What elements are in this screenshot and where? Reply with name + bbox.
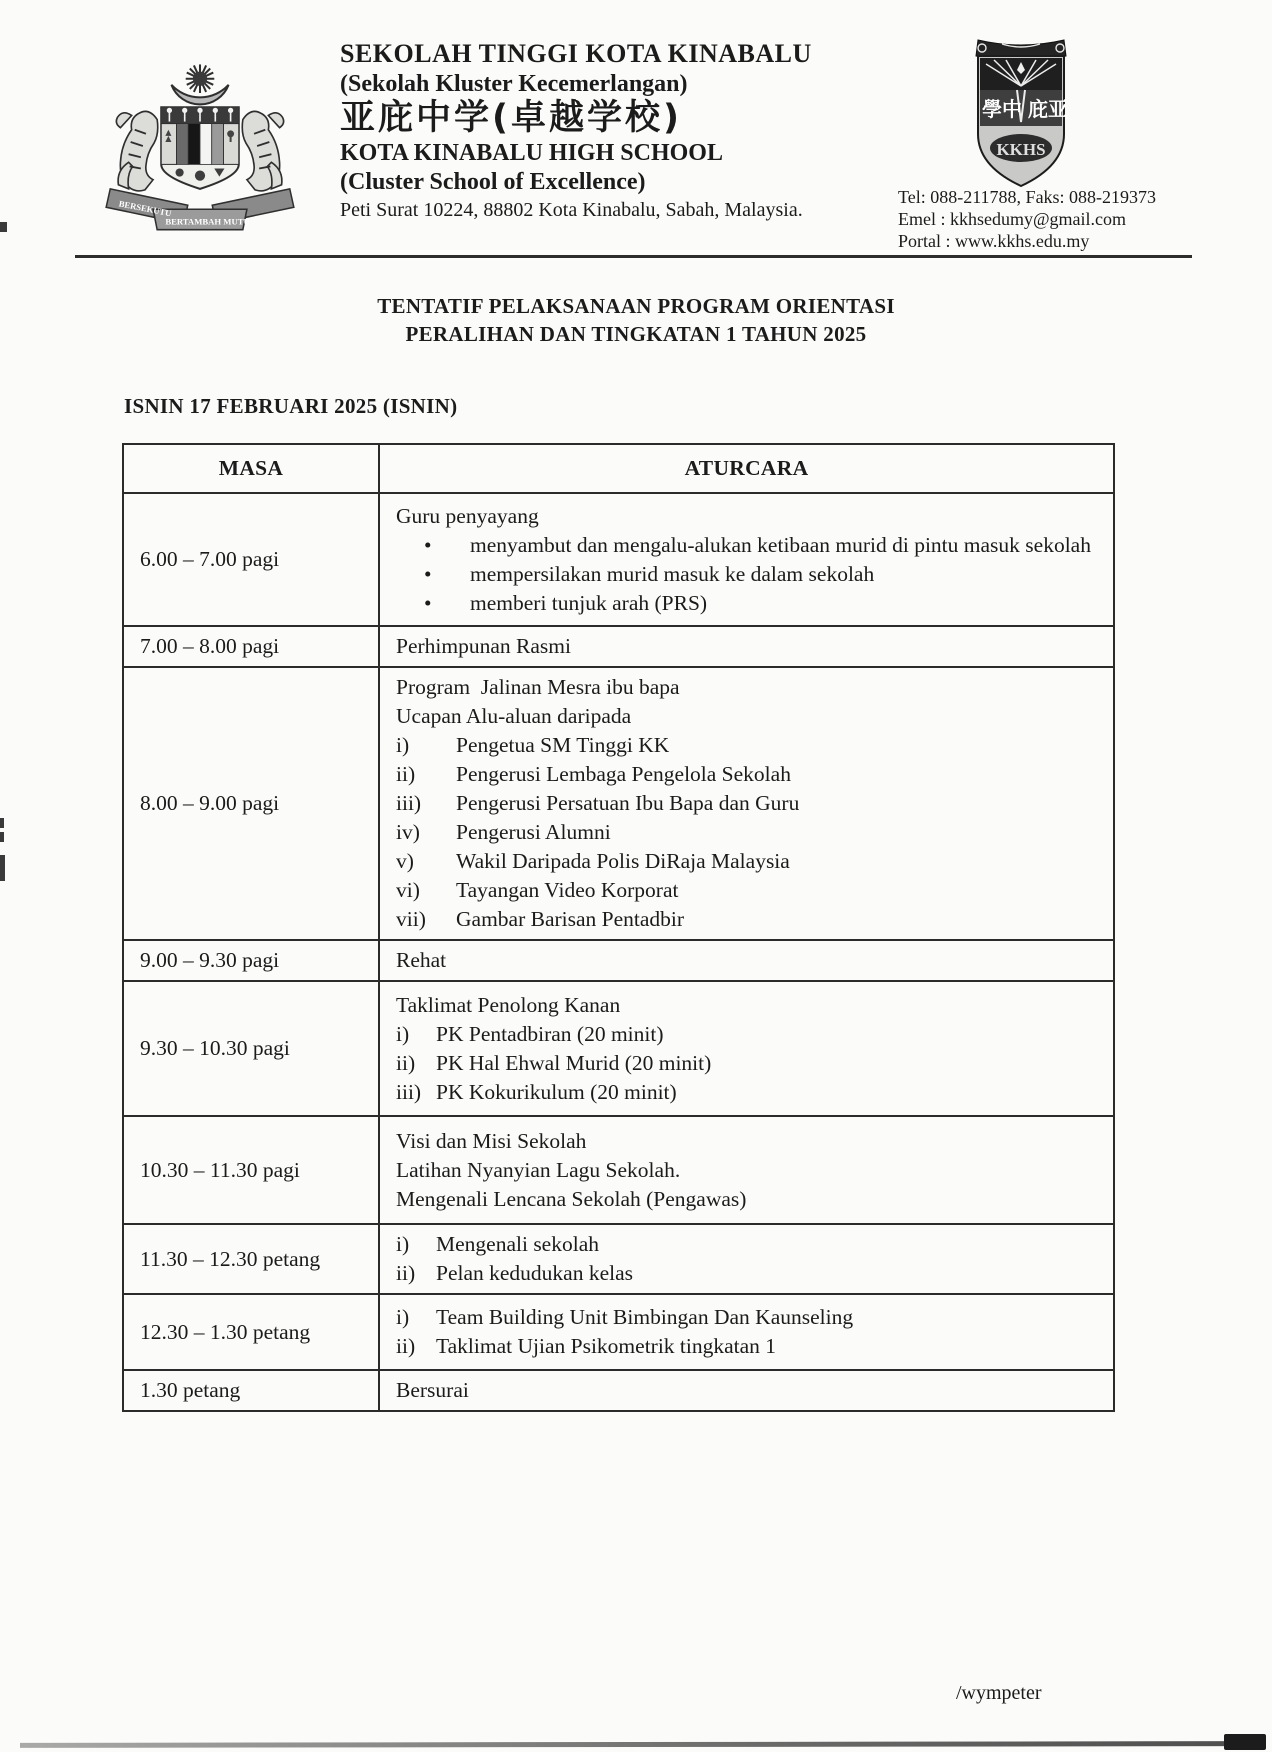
table-row [123,940,1114,981]
agenda-item-text: Pelan kedudukan kelas [436,1261,634,1285]
bullet-marker: • [424,561,432,586]
agenda-list-item [396,789,1101,818]
roman-marker: vi) [396,878,420,902]
roman-marker: i) [396,1305,410,1329]
agenda-list-item [396,847,1101,876]
agenda-item-text: Taklimat Ujian Psikometrik tingkatan 1 [436,1334,777,1358]
roman-marker: ii) [396,1261,416,1285]
agenda-cell [379,1116,1114,1224]
footer-reference: /wympeter [956,1682,1042,1704]
table-row [123,1294,1114,1370]
agenda-text-line: Mengenali Lencana Sekolah (Pengawas) [396,1186,747,1211]
roman-marker: i) [396,733,410,757]
school-name-chinese: 亚庇中学(卓越学校) [340,97,682,138]
agenda-item-text: Pengetua SM Tinggi KK [456,733,670,757]
coat-motto-right: BERTAMBAH MUTU [165,216,250,227]
agenda-cell [379,626,1114,667]
roman-marker: i) [396,1232,410,1256]
schedule-table [122,443,1115,1412]
agenda-item-text: Pengerusi Persatuan Ibu Bapa dan Guru [456,791,800,815]
school-name-english: KOTA KINABALU HIGH SCHOOL [340,139,723,166]
contact-block [898,186,1208,252]
roman-marker: iii) [396,791,422,815]
table-row [123,667,1114,940]
table-row [123,626,1114,667]
agenda-text-line: Rehat [396,948,447,972]
date-heading: ISNIN 17 FEBRUARI 2025 (ISNIN) [124,394,458,418]
roman-marker: v) [396,849,414,873]
column-header-aturcara: ATURCARA [379,444,1114,493]
agenda-list-item [396,1020,1101,1049]
time-cell: 9.00 – 9.30 pagi [123,940,379,981]
coat-motto-left: BERSEKUTU [118,198,173,219]
agenda-list-item [396,876,1101,905]
document-title-line2: PERALIHAN DAN TINGKATAN 1 TAHUN 2025 [405,322,867,346]
agenda-item-text: Mengenali sekolah [436,1232,599,1256]
table-row [123,1370,1114,1411]
agenda-text-line: Perhimpunan Rasmi [396,634,571,658]
agenda-item-text: menyambut dan mengalu-alukan ketibaan murid di pintu masuk sekolah [470,532,1091,557]
time-cell: 1.30 petang [123,1370,379,1411]
time-cell: 10.30 – 11.30 pagi [123,1116,379,1224]
contact-tel: Tel: 088-211788, Faks: 088-219373 [898,187,1157,207]
roman-marker: ii) [396,1334,416,1358]
agenda-text-line: Visi dan Misi Sekolah [396,1128,587,1153]
agenda-item-text: Gambar Barisan Pentadbir [456,907,685,931]
document-title [0,292,1272,348]
agenda-list-item [396,1078,1101,1107]
agenda-list-item [396,818,1101,847]
bullet-marker: • [424,590,432,615]
agenda-cell [379,940,1114,981]
agenda-list-item [396,1049,1101,1078]
agenda-item-text: Tayangan Video Korporat [456,878,679,902]
school-crest-image [972,38,1070,188]
agenda-list-item [396,531,1101,560]
agenda-text-line: Guru penyayang [396,503,539,528]
school-name-malay: SEKOLAH TINGGI KOTA KINABALU [340,39,812,68]
crest-acronym: KKHS [996,140,1046,159]
roman-marker: iv) [396,820,420,844]
document-title-line1: TENTATIF PELAKSANAAN PROGRAM ORIENTASI [377,294,895,318]
bullet-marker: • [424,532,432,557]
agenda-item-text: memberi tunjuk arah (PRS) [470,590,708,615]
agenda-cell [379,981,1114,1116]
agenda-text-line: Latihan Nyanyian Lagu Sekolah. [396,1157,681,1182]
time-cell: 8.00 – 9.00 pagi [123,667,379,940]
agenda-item-text: Team Building Unit Bimbingan Dan Kaunseling [436,1305,854,1329]
scan-artifact [0,222,7,232]
agenda-list-item [396,731,1101,760]
scan-artifact [0,855,5,881]
school-address: Peti Surat 10224, 88802 Kota Kinabalu, Sabah, Malaysia. [340,198,803,221]
roman-marker: vii) [396,907,426,931]
agenda-list-item [396,905,1101,934]
agenda-text-line: Ucapan Alu-aluan daripada [396,704,632,728]
agenda-item-text: Wakil Daripada Polis DiRaja Malaysia [456,849,790,873]
agenda-cell [379,1370,1114,1411]
time-cell: 7.00 – 8.00 pagi [123,626,379,667]
agenda-list-item [396,1332,1101,1361]
agenda-item-text: PK Kokurikulum (20 minit) [436,1079,677,1104]
schedule-table-body [123,493,1114,1411]
agenda-cell [379,493,1114,626]
roman-marker: ii) [396,1050,416,1075]
roman-marker: iii) [396,1079,422,1104]
school-cluster-english: (Cluster School of Excellence) [340,168,646,195]
school-header [340,40,940,221]
agenda-item-text: Pengerusi Lembaga Pengelola Sekolah [456,762,791,786]
school-cluster-malay: (Sekolah Kluster Kecemerlangan) [340,71,688,98]
table-row [123,493,1114,626]
table-row [123,1224,1114,1294]
agenda-item-text: Pengerusi Alumni [456,820,611,844]
coat-of-arms-image [98,56,302,232]
crest-chinese-left: 學中 [982,97,1022,121]
scan-artifact [0,818,4,828]
roman-marker: ii) [396,762,416,786]
agenda-list-item [396,560,1101,589]
agenda-text-line: Bersurai [396,1378,469,1402]
header-divider [75,255,1192,258]
column-header-masa: MASA [123,444,379,493]
agenda-item-text: PK Pentadbiran (20 minit) [436,1021,664,1046]
agenda-list-item [396,1303,1101,1332]
crest-chinese-right: 庇亚 [1028,97,1068,121]
agenda-cell [379,1224,1114,1294]
agenda-item-text: PK Hal Ehwal Murid (20 minit) [436,1050,712,1075]
contact-portal: Portal : www.kkhs.edu.my [898,231,1090,251]
time-cell: 12.30 – 1.30 petang [123,1294,379,1370]
agenda-list-item [396,760,1101,789]
agenda-text-line: Program Jalinan Mesra ibu bapa [396,675,680,699]
agenda-cell [379,667,1114,940]
agenda-cell [379,1294,1114,1370]
agenda-list-item [396,1230,1101,1259]
roman-marker: i) [396,1021,410,1046]
time-cell: 11.30 – 12.30 petang [123,1224,379,1294]
table-row [123,981,1114,1116]
scan-edge-strip [20,1741,1250,1748]
table-header-row [123,444,1114,493]
time-cell: 9.30 – 10.30 pagi [123,981,379,1116]
scan-artifact [0,832,4,842]
time-cell: 6.00 – 7.00 pagi [123,493,379,626]
agenda-text-line: Taklimat Penolong Kanan [396,992,621,1017]
table-row [123,1116,1114,1224]
contact-email: Emel : kkhsedumy@gmail.com [898,209,1127,229]
scan-corner-blob [1224,1734,1266,1750]
agenda-item-text: mempersilakan murid masuk ke dalam sekolah [470,561,875,586]
agenda-list-item [396,1259,1101,1288]
agenda-list-item [396,589,1101,618]
